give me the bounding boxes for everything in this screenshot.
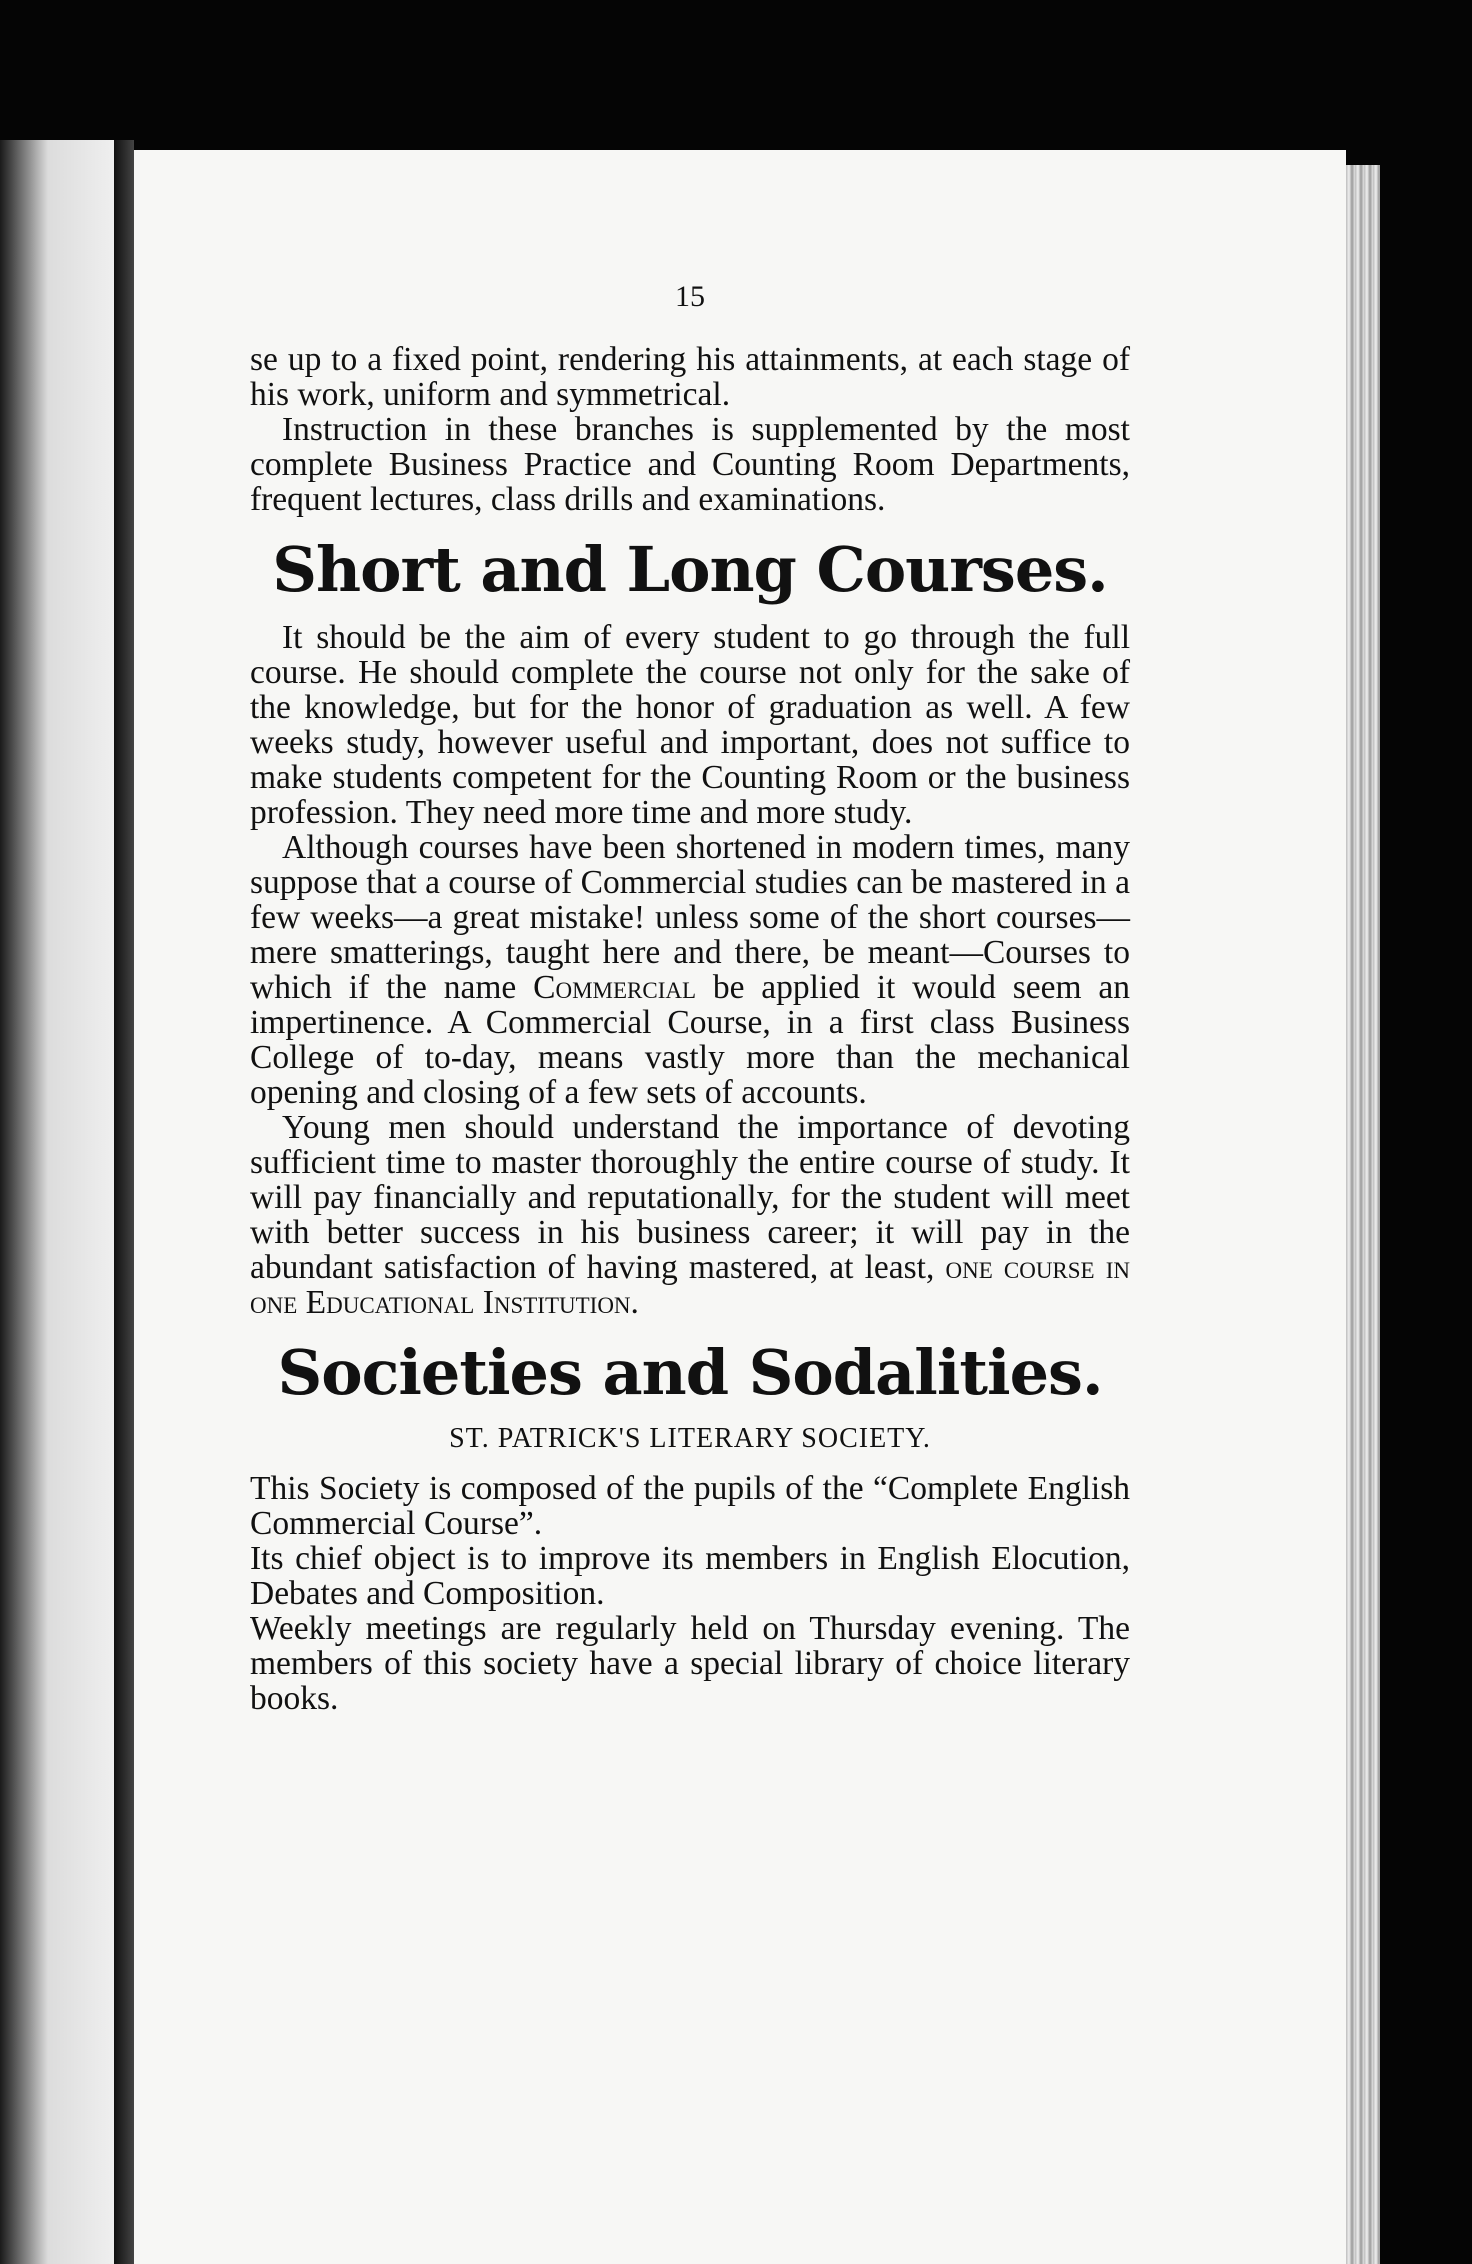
paragraph-text: be applied it would seem an impertinence. A Commercial Course, in a first class Business College of to-day, means vastly more than the mechanical opening and closing of a few sets of accounts. xyxy=(250,969,1130,1111)
paragraph-text: Young men should understand the importance of devoting sufficient time to master thoroughly the entire course of study. It will pay financially and reputationally, for the student will meet with better success in his business career; it will pay in the abundant satisfaction of having mastered, at least, xyxy=(250,1109,1130,1286)
paragraph-text: Although courses have been shortened in modern times, many suppose that a course of Commercial studies can be mastered in a few weeks—a great mistake! unless some of the short courses—mere smatterings, taught here and there, be meant—Courses to which if the name xyxy=(250,829,1130,1006)
small-caps-text: one course in one Educational Institution. xyxy=(250,1249,1130,1321)
paragraph-society-composition: This Society is composed of the pupils of the “Complete English Commercial Course”. xyxy=(250,1470,1130,1542)
heading-societies: Societies and Sodalities. xyxy=(277,1336,1103,1409)
page-number: 15 xyxy=(675,280,705,313)
paragraph-young-men xyxy=(250,1110,1130,1320)
paragraph-full-course: It should be the aim of every student to go through the full course. He should complete the course not only for the sake of the knowledge, but for the honor of graduation as well. A few weeks study, however useful and important, does not suffice to make students competent for the Counting Room or the business profession. They need more time and more study. xyxy=(250,619,1130,831)
page-text xyxy=(250,280,1130,1716)
paragraph-society-object: Its chief object is to improve its members in English Elocution, Debates and Composition. xyxy=(250,1540,1130,1612)
paragraph-shortened-courses xyxy=(250,830,1130,1110)
left-page-edge xyxy=(0,140,120,2264)
paragraph-instruction: Instruction in these branches is supplemented by the most complete Business Practice and Counting Room Departments, frequent lectures, class drills and examinations. xyxy=(250,411,1130,518)
page-stack-edge xyxy=(1346,165,1380,2264)
book-binding xyxy=(114,140,134,2264)
heading-short-long-courses: Short and Long Courses. xyxy=(272,533,1108,606)
subheading-literary-society: ST. PATRICK'S LITERARY SOCIETY. xyxy=(449,1423,931,1454)
paragraph-weekly-meetings: Weekly meetings are regularly held on Thursday evening. The members of this society have a special library of choice literary books. xyxy=(250,1610,1130,1717)
small-caps-text: Commercial xyxy=(533,969,697,1006)
paragraph-continuation: se up to a fixed point, rendering his attainments, at each stage of his work, uniform and symmetrical. xyxy=(250,341,1130,413)
